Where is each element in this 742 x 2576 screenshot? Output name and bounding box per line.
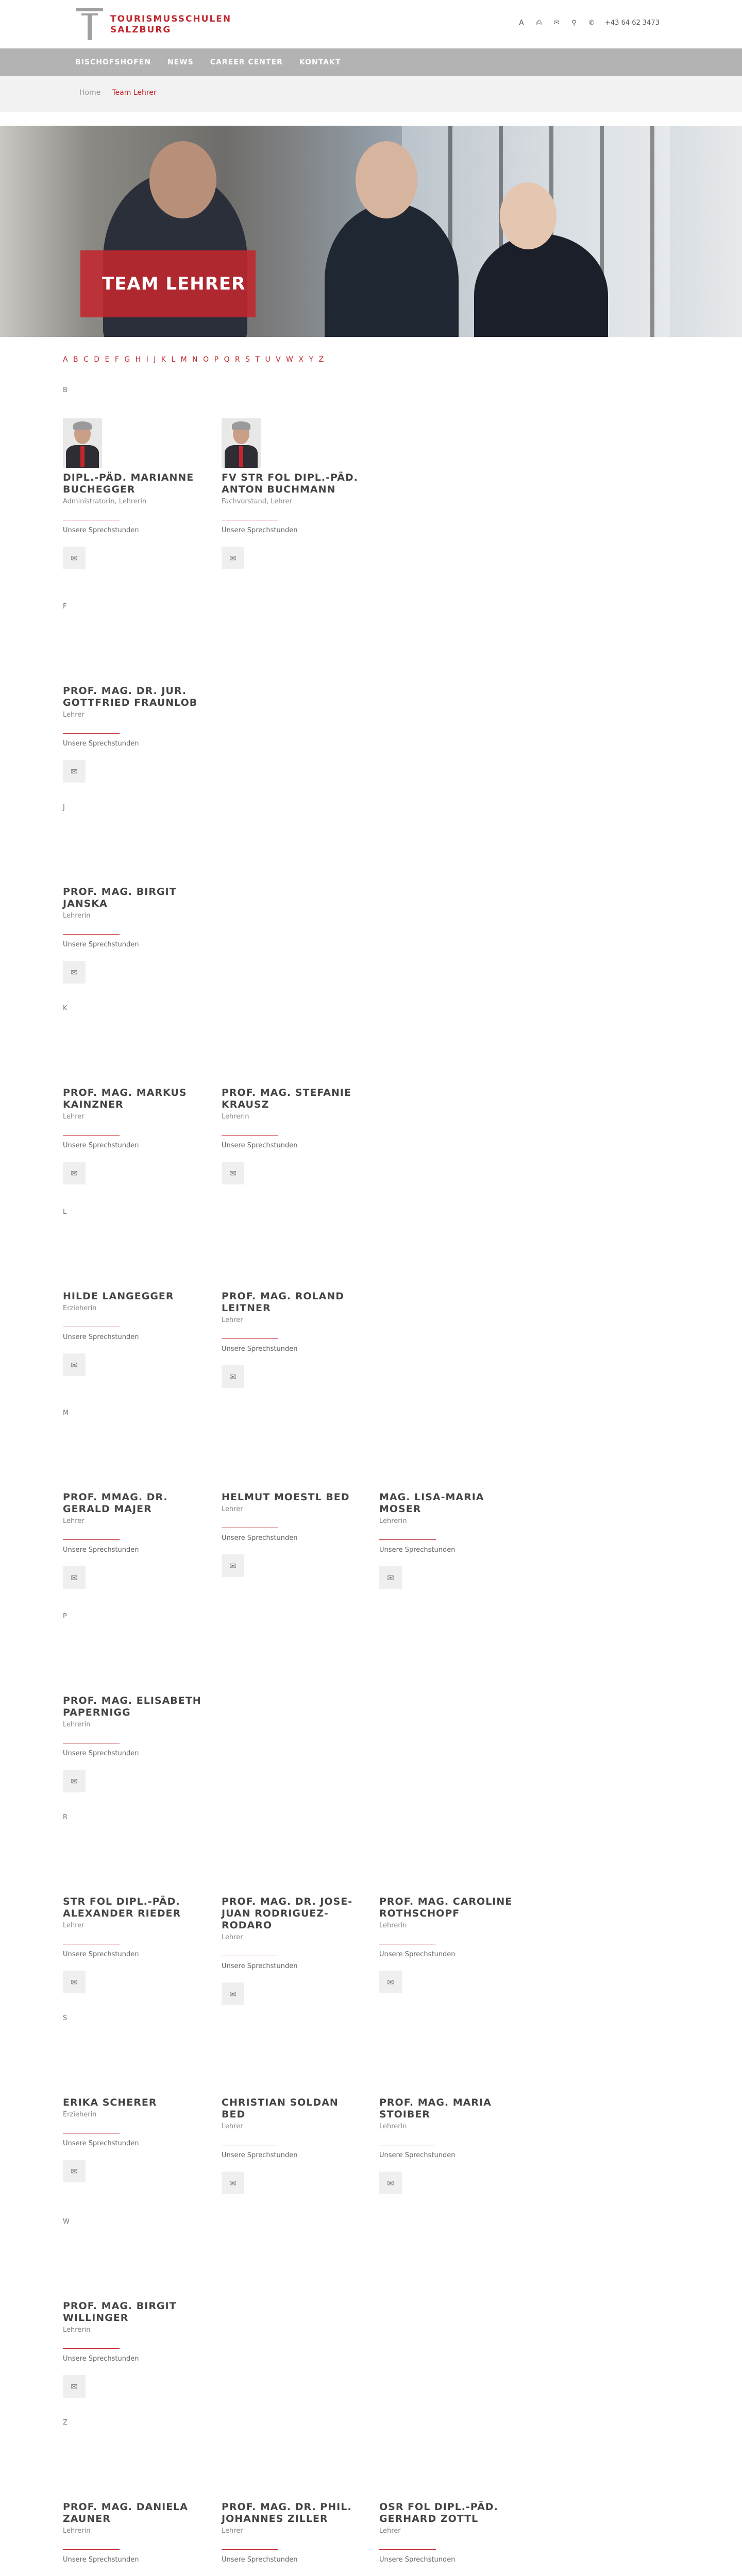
nav-item-kontakt[interactable]: KONTAKT xyxy=(299,58,341,66)
staff-name: PROF. MAG. DR. JUR. GOTTFRIED FRAUNLOB xyxy=(63,685,198,708)
staff-role: Lehrer xyxy=(222,1316,243,1324)
envelope-icon: ✉ xyxy=(71,1776,78,1786)
staff-card xyxy=(222,1087,366,1184)
divider xyxy=(63,2348,120,2349)
staff-name: PROF. MAG. BIRGIT JANSKA xyxy=(63,886,177,909)
nav-item-career-center[interactable]: CAREER CENTER xyxy=(210,58,283,66)
staff-role: Lehrer xyxy=(222,2527,243,2535)
staff-role: Lehrer xyxy=(222,1934,243,1941)
staff-role: Lehrer xyxy=(222,1505,243,1513)
section-letter: F xyxy=(63,603,67,611)
office-hours-link[interactable]: Unsere Sprechstunden xyxy=(379,2556,456,2564)
staff-card xyxy=(222,418,366,569)
section-letter: L xyxy=(63,1208,67,1216)
divider xyxy=(63,934,120,935)
section-letter: W xyxy=(63,2218,70,2226)
office-hours-link[interactable]: Unsere Sprechstunden xyxy=(63,2556,139,2564)
staff-role: Lehrerin xyxy=(63,2326,91,2334)
office-hours-link[interactable]: Unsere Sprechstunden xyxy=(222,1345,298,1353)
staff-role: Erzieherin xyxy=(63,1304,97,1312)
divider xyxy=(379,1539,436,1540)
staff-role: Lehrerin xyxy=(222,1113,249,1121)
divider xyxy=(63,2549,120,2550)
staff-card xyxy=(222,1896,366,2005)
breadcrumb-current: Team Lehrer xyxy=(112,89,157,97)
staff-role: Erzieherin xyxy=(63,2111,97,2119)
staff-name: PROF. MAG. ROLAND LEITNER xyxy=(222,1291,345,1314)
office-hours-link[interactable]: Unsere Sprechstunden xyxy=(63,740,139,748)
breadcrumb-home[interactable]: Home xyxy=(79,89,101,97)
phone-icon: ✆ xyxy=(588,19,595,27)
staff-role: Administratorin, Lehrerin xyxy=(63,498,147,505)
section-letter: B xyxy=(63,386,68,394)
envelope-icon: ✉ xyxy=(229,553,237,563)
staff-role: Lehrerin xyxy=(63,2527,91,2535)
site-logo[interactable] xyxy=(76,8,231,41)
staff-name: PROF. MAG. MARIA STOIBER xyxy=(379,2097,492,2120)
email-button[interactable] xyxy=(63,2160,86,2182)
envelope-icon: ✉ xyxy=(71,766,78,776)
mail-icon[interactable]: ✉ xyxy=(553,19,560,27)
divider xyxy=(222,2549,278,2550)
office-hours-link[interactable]: Unsere Sprechstunden xyxy=(222,1962,298,1970)
staff-name: ERIKA SCHERER xyxy=(63,2097,157,2108)
search-icon[interactable]: ⚲ xyxy=(571,19,577,27)
print-icon[interactable]: ⎙ xyxy=(536,19,542,27)
envelope-icon: ✉ xyxy=(229,1371,237,1382)
staff-card xyxy=(222,2097,366,2194)
divider xyxy=(222,1338,278,1339)
email-button[interactable] xyxy=(222,2172,244,2194)
breadcrumb xyxy=(79,89,157,97)
staff-name: PROF. MAG. BIRGIT WILLINGER xyxy=(63,2300,177,2324)
email-button[interactable] xyxy=(63,760,86,783)
staff-photo xyxy=(63,418,102,468)
email-button[interactable] xyxy=(222,1162,244,1184)
email-button[interactable] xyxy=(222,1554,244,1577)
staff-name: FV STR FOL DIPL.-PÄD. ANTON BUCHMANN xyxy=(222,472,358,495)
envelope-icon: ✉ xyxy=(71,1572,78,1583)
office-hours-link[interactable]: Unsere Sprechstunden xyxy=(63,1142,139,1149)
staff-card xyxy=(63,1492,207,1589)
section-letter: K xyxy=(63,1005,68,1012)
office-hours-link[interactable]: Unsere Sprechstunden xyxy=(379,1546,456,1554)
email-button[interactable] xyxy=(63,961,86,984)
office-hours-link[interactable]: Unsere Sprechstunden xyxy=(63,941,139,948)
staff-role: Lehrer xyxy=(63,1113,85,1121)
staff-name: PROF. MAG. ELISABETH PAPERNIGG xyxy=(63,1695,201,1718)
email-button[interactable] xyxy=(63,547,86,569)
staff-card xyxy=(63,2097,207,2182)
email-button[interactable] xyxy=(379,1566,402,1589)
office-hours-link[interactable]: Unsere Sprechstunden xyxy=(222,2556,298,2564)
email-button[interactable] xyxy=(63,2375,86,2398)
office-hours-link[interactable]: Unsere Sprechstunden xyxy=(379,2151,456,2159)
staff-card xyxy=(63,886,207,984)
envelope-icon: ✉ xyxy=(387,1572,394,1583)
divider xyxy=(379,2549,436,2550)
email-button[interactable] xyxy=(63,1971,86,1993)
envelope-icon: ✉ xyxy=(71,967,78,977)
section-letter: S xyxy=(63,2014,68,2022)
email-button[interactable] xyxy=(379,2172,402,2194)
staff-card xyxy=(63,1087,207,1184)
staff-name: PROF. MAG. STEFANIE KRAUSZ xyxy=(222,1087,351,1110)
nav-item-news[interactable]: NEWS xyxy=(167,58,194,66)
staff-card xyxy=(222,1291,366,1388)
staff-card xyxy=(379,2097,524,2194)
staff-name: OSR FOL DIPL.-PÄD. GERHARD ZOTTL xyxy=(379,2501,498,2524)
top-header xyxy=(0,0,742,48)
staff-name: PROF. MAG. DR. JOSE-JUAN RODRIGUEZ-RODARO xyxy=(222,1896,353,1931)
divider xyxy=(222,1135,278,1136)
staff-card xyxy=(222,1492,366,1577)
logo-mark-icon xyxy=(76,8,103,41)
alphabet-filter[interactable]: A B C D E F G H I J K L M N O P Q R S T U V W X Y Z xyxy=(63,355,326,364)
staff-role: Lehrer xyxy=(379,2527,401,2535)
email-button[interactable] xyxy=(63,1353,86,1376)
email-button[interactable] xyxy=(222,547,244,569)
divider xyxy=(63,1135,120,1136)
breadcrumb-bar xyxy=(0,76,742,112)
staff-card xyxy=(63,1291,207,1376)
envelope-icon: ✉ xyxy=(229,1561,237,1571)
staff-name: CHRISTIAN SOLDAN BED xyxy=(222,2097,339,2120)
staff-role: Lehrer xyxy=(222,2123,243,2130)
envelope-icon: ✉ xyxy=(71,2381,78,2392)
office-hours-link[interactable]: Unsere Sprechstunden xyxy=(63,2355,139,2363)
staff-card xyxy=(379,1492,524,1589)
staff-name: DIPL.-PÄD. MARIANNE BUCHEGGER xyxy=(63,472,194,495)
staff-role: Lehrer xyxy=(63,1517,85,1525)
staff-role: Lehrerin xyxy=(63,1721,91,1728)
office-hours-link[interactable]: Unsere Sprechstunden xyxy=(63,527,139,534)
staff-card xyxy=(222,2501,366,2576)
header-phone[interactable]: +43 64 62 3473 xyxy=(605,19,660,27)
envelope-icon: ✉ xyxy=(387,2178,394,2188)
staff-role: Fachvorstand, Lehrer xyxy=(222,498,292,505)
staff-role: Lehrerin xyxy=(379,1517,407,1525)
office-hours-link[interactable]: Unsere Sprechstunden xyxy=(63,1750,139,1757)
office-hours-link[interactable]: Unsere Sprechstunden xyxy=(63,1951,139,1958)
staff-card xyxy=(63,1695,207,1792)
envelope-icon: ✉ xyxy=(229,1989,237,1999)
section-letter: Z xyxy=(63,2419,68,2427)
logo-line-1: TOURISMUSSCHULEN xyxy=(110,14,232,24)
staff-name: PROF. MMAG. DR. GERALD MAJER xyxy=(63,1492,168,1515)
envelope-icon: ✉ xyxy=(71,1977,78,1987)
email-button[interactable] xyxy=(63,1566,86,1589)
staff-role: Lehrerin xyxy=(63,912,91,920)
divider xyxy=(63,733,120,734)
email-button[interactable] xyxy=(222,1365,244,1388)
nav-item-bischofshofen[interactable]: BISCHOFSHOFEN xyxy=(75,58,151,66)
hero-title: TEAM LEHRER xyxy=(80,250,256,317)
divider xyxy=(63,1539,120,1540)
office-hours-link[interactable]: Unsere Sprechstunden xyxy=(379,1951,456,1958)
envelope-icon: ✉ xyxy=(229,1168,237,1178)
staff-card xyxy=(379,1896,524,1993)
staff-name: HELMUT MOESTL BED xyxy=(222,1492,350,1503)
envelope-icon: ✉ xyxy=(71,2166,78,2176)
staff-card xyxy=(63,2300,207,2398)
staff-name: STR FOL DIPL.-PÄD. ALEXANDER RIEDER xyxy=(63,1896,181,1919)
envelope-icon: ✉ xyxy=(71,1168,78,1178)
staff-name: PROF. MAG. MARKUS KAINZNER xyxy=(63,1087,187,1110)
office-hours-link[interactable]: Unsere Sprechstunden xyxy=(222,1534,298,1542)
office-hours-link[interactable]: Unsere Sprechstunden xyxy=(222,1142,298,1149)
section-letter: J xyxy=(63,804,65,811)
staff-photo xyxy=(222,418,261,468)
staff-role: Lehrer xyxy=(63,1922,85,1929)
staff-card xyxy=(63,1896,207,1993)
staff-name: PROF. MAG. DANIELA ZAUNER xyxy=(63,2501,189,2524)
logo-text xyxy=(110,14,231,36)
office-hours-link[interactable]: Unsere Sprechstunden xyxy=(63,1546,139,1554)
office-hours-link[interactable]: Unsere Sprechstunden xyxy=(63,2140,139,2147)
staff-role: Lehrerin xyxy=(379,1922,407,1929)
office-hours-link[interactable]: Unsere Sprechstunden xyxy=(222,2151,298,2159)
section-letter: R xyxy=(63,1814,68,1821)
office-hours-link[interactable]: Unsere Sprechstunden xyxy=(63,1333,139,1341)
font-size-icon[interactable]: A xyxy=(519,19,524,27)
staff-name: MAG. LISA-MARIA MOSER xyxy=(379,1492,484,1515)
staff-card xyxy=(63,2501,207,2576)
staff-card xyxy=(63,685,207,783)
logo-line-2: SALZBURG xyxy=(110,25,172,35)
section-letter: M xyxy=(63,1409,69,1417)
staff-role: Lehrer xyxy=(63,711,85,719)
staff-card xyxy=(379,2501,524,2576)
office-hours-link[interactable]: Unsere Sprechstunden xyxy=(222,527,298,534)
email-button[interactable] xyxy=(63,1770,86,1792)
envelope-icon: ✉ xyxy=(71,553,78,563)
staff-name: PROF. MAG. DR. PHIL. JOHANNES ZILLER xyxy=(222,2501,352,2524)
staff-role: Lehrerin xyxy=(379,2123,407,2130)
staff-name: PROF. MAG. CAROLINE ROTHSCHOPF xyxy=(379,1896,513,1919)
envelope-icon: ✉ xyxy=(229,2178,237,2188)
header-tools xyxy=(517,19,660,27)
main-nav xyxy=(0,48,742,76)
email-button[interactable] xyxy=(379,1971,402,1993)
email-button[interactable] xyxy=(222,1982,244,2005)
staff-card xyxy=(63,418,207,569)
section-letter: P xyxy=(63,1613,67,1620)
staff-name: HILDE LANGEGGER xyxy=(63,1291,174,1302)
email-button[interactable] xyxy=(63,1162,86,1184)
envelope-icon: ✉ xyxy=(71,1360,78,1370)
envelope-icon: ✉ xyxy=(387,1977,394,1987)
